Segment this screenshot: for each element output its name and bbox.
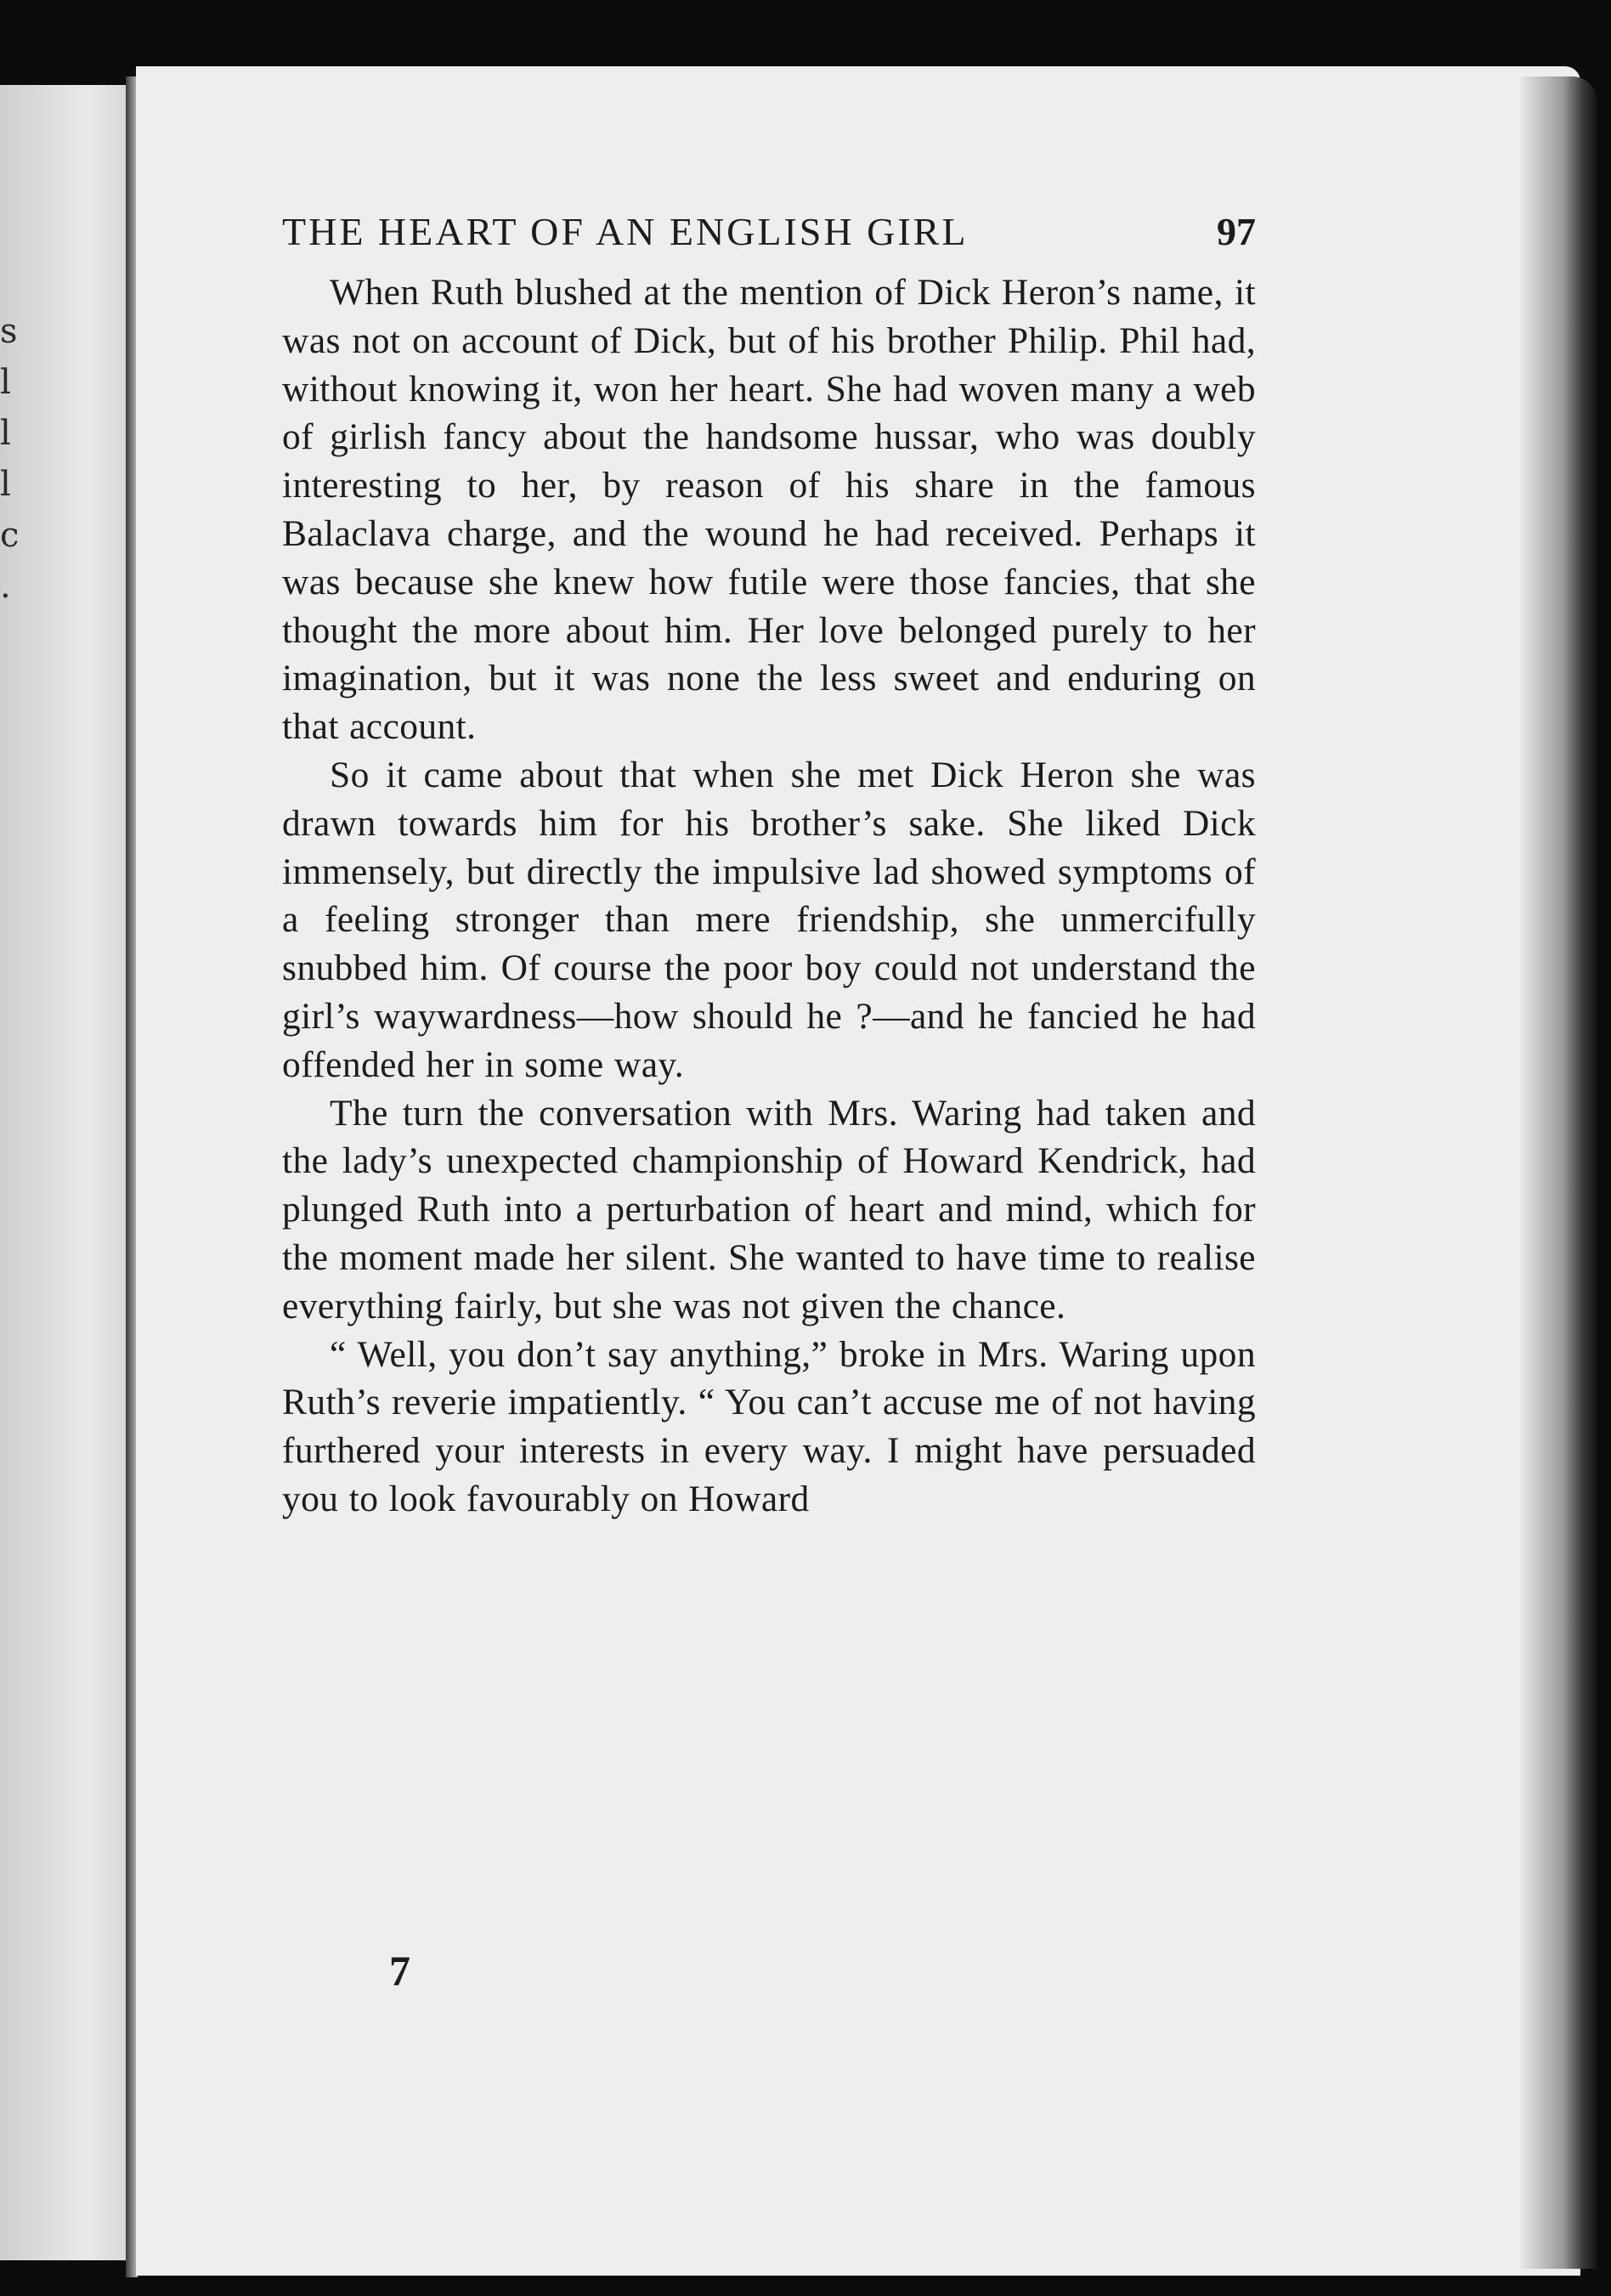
page-number: 97 [1217, 210, 1256, 253]
left-page-edge [0, 85, 126, 2260]
signature-mark: 7 [389, 1947, 410, 1994]
margin-mark: c [0, 516, 20, 555]
paragraph: When Ruth blushed at the mention of Dick Heron’s name, it was not on account of Dick, but of his brother Philip. Phil had, without knowing it, won her heart. She had woven many a web of girlish fancy about the handsome hussar, who was doubly interesting to her, by reason of his share in the famous Balaclava charge, and the wound he had received. Perhaps it was because she knew how futile were those fancies, that she thought the more about him. Her love belonged purely to her imagination, but it was none the less sweet and enduring on that account. [282, 272, 1256, 748]
margin-mark: l [0, 465, 11, 504]
running-head-title: THE HEART OF AN ENGLISH GIRL [282, 210, 969, 253]
margin-mark: l [0, 414, 11, 453]
paragraph: “ Well, you don’t say anything,” broke in Mrs. Waring upon Ruth’s reverie impatiently. “ You can’t accuse me of not having furthered your interests in every way. I might have persuaded you to look favourably on Howard [282, 1333, 1256, 1519]
page-right-edge [1521, 76, 1597, 2269]
margin-mark: s [0, 312, 18, 351]
running-head [282, 195, 1256, 269]
paragraph: So it came about that when she met Dick Heron she was drawn towards him for his brother’s sake. She liked Dick immensely, but directly the impulsive lad showed symptoms of a feeling stronger than mere friendship, she unmercifully snubbed him. Of course the poor boy could not understand the girl’s waywardness—how should he ?—and he fancied he had offended her in some way. [282, 754, 1256, 1085]
paragraph: The turn the conversation with Mrs. Waring had taken and the lady’s unexpected championship of Howard Kendrick, had plunged Ruth into a perturbation of heart and mind, which for the moment made her silent. She wanted to have time to realise everything fairly, but she was not given the chance. [282, 1092, 1256, 1326]
margin-mark: l [0, 363, 11, 402]
text-block [282, 195, 1256, 1524]
left-page-margin-marks [0, 306, 20, 612]
margin-mark: . [0, 567, 11, 606]
